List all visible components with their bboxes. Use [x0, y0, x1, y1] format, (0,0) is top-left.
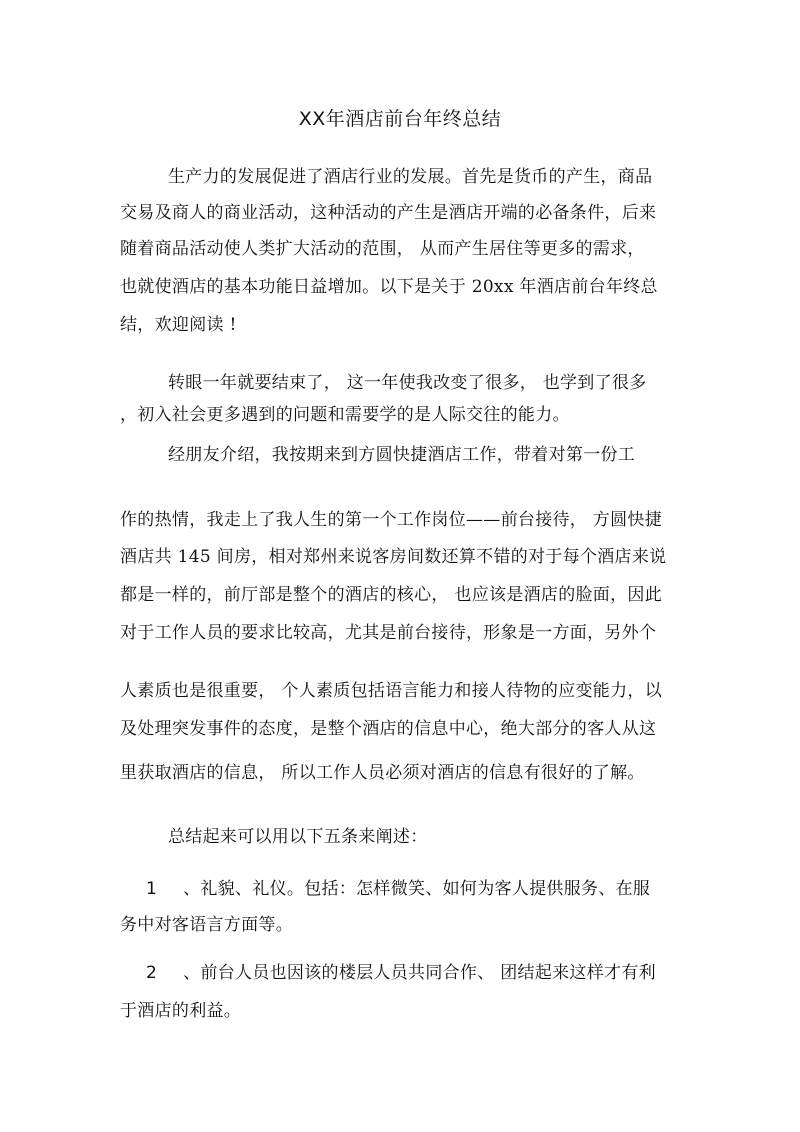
list-item-1-second-line: 务中对客语言方面等。 [120, 915, 293, 935]
paragraph-3-line-7: 里获取酒店的信息， 所以工作人员必须对酒店的信息有很好的了解。 [120, 763, 645, 783]
paragraph-3-line-4: 对于工作人员的要求比较高，尤其是前台接待，形象是一方面，另外个 [120, 623, 657, 643]
paragraph-3-line-5: 人素质也是很重要， 个人素质包括语言能力和接人待物的应变能力，以 [120, 681, 663, 701]
list-item-1-text: 、礼貌、礼仪。包括：怎样微笑、如何为客人提供服务、在服 [183, 879, 651, 899]
paragraph-1-line-1: 生产力的发展促进了酒店行业的发展。首先是货币的产生，商品 [168, 167, 653, 187]
paragraph-2-line-1: 转眼一年就要结束了， 这一年使我改变了很多， 也学到了很多 [168, 373, 647, 393]
list-item-2-second-line: 于酒店的利益。 [120, 1001, 242, 1021]
paragraph-2-line-2: ，初入社会更多遇到的问题和需要学的是人际交往的能力。 [120, 405, 570, 425]
list-item-2-number: 2 [146, 963, 158, 983]
paragraph-1-line-2: 交易及商人的商业活动，这种活动的产生是酒店开端的必备条件，后来 [120, 203, 657, 223]
list-item-2-text: 、前台人员也因该的楼层人员共同合作、 团结起来这样才有利 [183, 963, 656, 983]
paragraph-1-line-4: 也就使酒店的基本功能日益增加。以下是关于 20xx 年酒店前台年终总 [120, 277, 658, 297]
summary-intro: 总结起来可以用以下五条来阐述： [168, 827, 428, 847]
paragraph-3-line-3: 都是一样的，前厅部是整个的酒店的核心， 也应该是酒店的脸面，因此 [120, 585, 663, 605]
paragraph-3-line-1: 作的热情，我走上了我人生的第一个工作岗位——前台接待， 方圆快捷 [120, 510, 663, 530]
paragraph-3-line-6: 及处理突发事件的态度，是整个酒店的信息中心，绝大部分的客人从这 [120, 719, 657, 739]
list-item-1-number: 1 [146, 879, 158, 899]
list-item-1-first-line [146, 876, 650, 902]
paragraph-3-intro: 经朋友介绍，我按期来到方圆快捷酒店工作，带着对第一份工 [168, 445, 636, 465]
paragraph-1-line-5: 结，欢迎阅读 ! [120, 315, 237, 335]
page-title: XX年酒店前台年终总结 [298, 108, 502, 130]
paragraph-3-line-2: 酒店共 145 间房，相对郑州来说客房间数还算不错的对于每个酒店来说 [120, 547, 667, 567]
list-item-2-first-line [146, 960, 656, 986]
paragraph-1-line-3: 随着商品活动使人类扩大活动的范围， 从而产生居住等更多的需求， [120, 239, 645, 259]
